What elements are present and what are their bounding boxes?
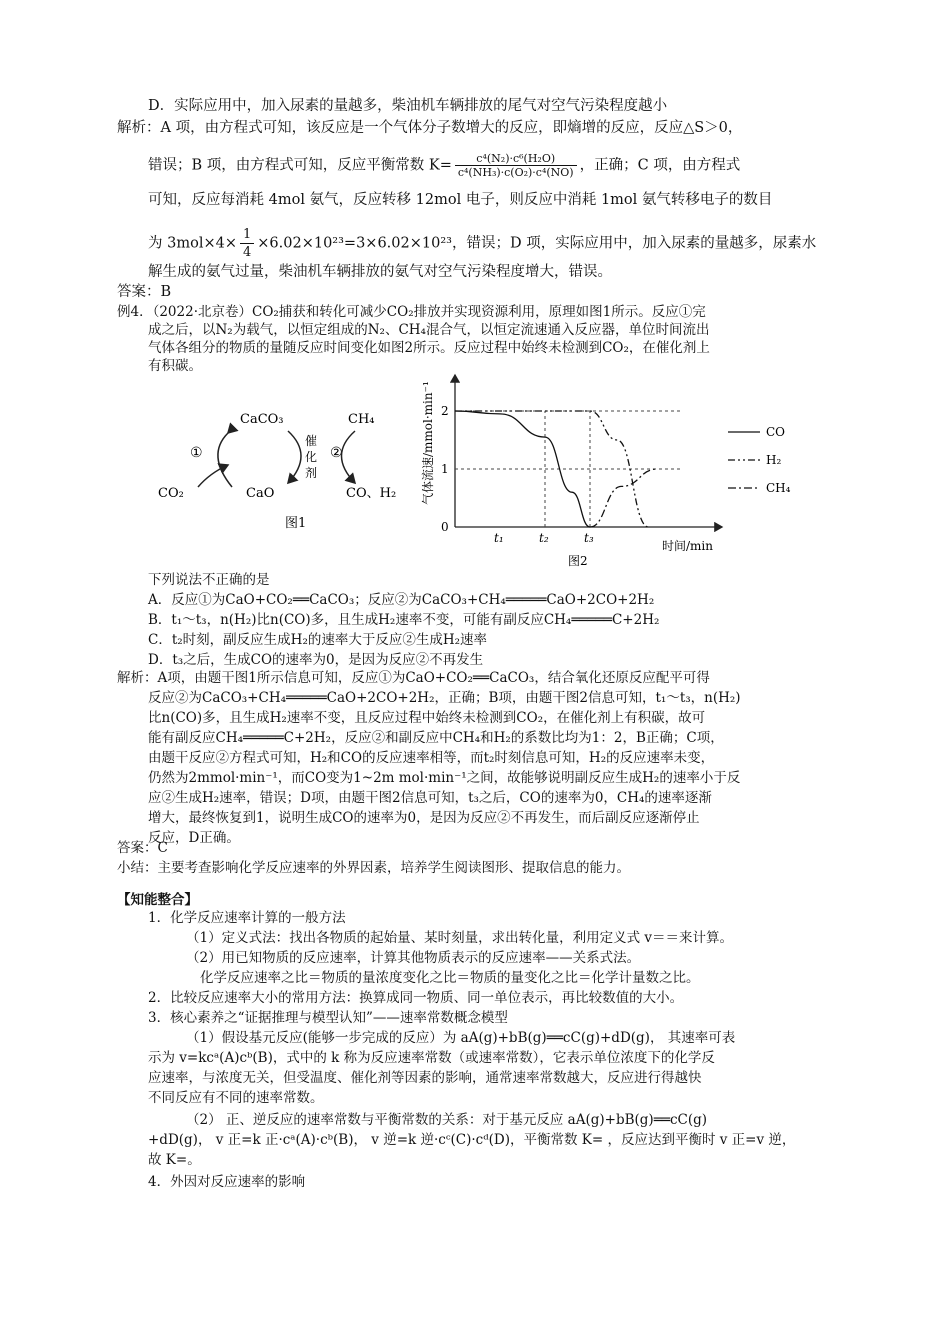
example-4-line: 成之后，以N₂为载气，以恒定组成的N₂、CH₄混合气，以恒定流速通入反应器，单位时间流出: [148, 322, 710, 338]
analysis-line: 反应，D正确。: [148, 830, 240, 846]
cao-label: CaO: [246, 486, 275, 501]
option-c: C．t₂时刻，副反应生成H₂的速率大于反应②生成H₂速率: [148, 632, 488, 648]
catalyst-label: 剂: [305, 466, 318, 480]
x-axis-label: 时间/min: [662, 539, 713, 553]
analysis-line: 解析：A 项，由方程式可知，该反应是一个气体分子数增大的反应，即熵增的反应，反应△S＞0，: [117, 120, 743, 136]
knowledge-line: +dD(g)， v 正=k 正·cᵃ(A)·cᵇ(B)， v 逆=k 逆·cᶜ(C)·cᵈ(D)，平衡常数 K= ，反应达到平衡时 v 正=v 逆，: [148, 1132, 796, 1148]
y-tick-label: 1: [441, 462, 449, 476]
knowledge-line: 示为 v=kcᵃ(A)cᵇ(B)，式中的 k 称为反应速率常数（或速率常数），它表示单位浓度下的化学反: [148, 1050, 715, 1066]
knowledge-line: 2．比较反应速率大小的常用方法：换算成同一物质、同一单位表示，再比较数值的大小。: [148, 990, 684, 1006]
reaction-2-label: ②: [330, 445, 343, 461]
figure-1-caption: 图1: [285, 516, 307, 531]
example-4-line: 有积碳。: [148, 358, 202, 374]
arrow: [288, 431, 301, 483]
knowledge-line: 1．化学反应速率计算的一般方法: [148, 910, 346, 926]
summary: 小结：主要考查影响化学反应速率的外界因素，培养学生阅读图形、提取信息的能力。: [117, 860, 630, 876]
option-b: B．t₁～t₃，n(H₂)比n(CO)多，且生成H₂速率不变，可能有副反应CH₄═════C+2H₂: [148, 612, 660, 628]
one-quarter-fraction: $\frac{1}{4}$: [240, 226, 254, 261]
example-4-line: 气体各组分的物质的量随反应时间变化如图2所示。反应过程中始终未检测到CO₂，在催化剂上: [148, 340, 710, 356]
figure-2-caption: 图2: [568, 554, 588, 568]
arrow: [218, 433, 232, 487]
analysis-line: 可知，反应每消耗 4mol 氨气，反应转移 12mol 电子，则反应中消耗 1mol 氨气转移电子的数目: [148, 192, 773, 208]
x-tick-label: t₃: [584, 531, 594, 545]
analysis-line: 错误；B 项，由方程式可知，反应平衡常数 K= $\frac{\text{c⁴(N₂)·c⁶(H₂O)}}{\text{c⁴(NH₃)·c(O₂)·c⁴(NO)}}$ ，正确；C 项，由方程式: [148, 152, 741, 179]
knowledge-line: （2） 正、逆反应的速率常数与平衡常数的关系：对于基元反应 aA(g)+bB(g)══cC(g): [186, 1112, 708, 1128]
arrow: [342, 431, 356, 483]
caco3-label: CaCO₃: [240, 412, 284, 427]
analysis-line: 解析：A项，由题干图1所示信息可知，反应①为CaO+CO₂══CaCO₃，结合氧化还原反应配平可得: [117, 670, 710, 686]
knowledge-line: （1）定义式法：找出各物质的起始量、某时刻量，求出转化量，利用定义式 v＝＝来计算。: [186, 930, 734, 946]
analysis-line: 反应②为CaCO₃+CH₄═════CaO+2CO+2H₂，正确；B项，由题干图2信息可知，t₁～t₃，n(H₂): [148, 690, 741, 706]
question-stem: 下列说法不正确的是: [148, 572, 270, 588]
analysis-line: 由题干反应②方程式可知，H₂和CO的反应速率相等，而t₂时刻信息可知，H₂的反应速率未变，: [148, 750, 715, 766]
x-tick-label: t₁: [494, 531, 504, 545]
y-tick-label: 0: [441, 520, 449, 534]
catalyst-label: 催: [305, 434, 318, 448]
analysis-line: 为 3mol×4× $\frac{1}{4}$ ×6.02×10²³=3×6.02×10²³，错误；D 项，实际应用中，加入尿素的量越多，尿素水: [148, 227, 817, 260]
section-title: 【知能整合】: [117, 892, 198, 908]
analysis-line: 比n(CO)多，且生成H₂速率不变，且反应过程中始终未检测到CO₂，在催化剂上有积碳，故可: [148, 710, 706, 726]
analysis-line: 应②生成H₂速率，错误；D项，由题干图2信息可知，t₃之后，CO的速率为0，CH₄的速率逐渐: [148, 790, 712, 806]
analysis-line: 仍然为2mmol·min⁻¹，而CO变为1~2m mol·min⁻¹之间，故能够说明副反应生成H₂的速率小于反: [148, 770, 741, 786]
answer: 答案：C: [117, 840, 168, 856]
figure-1-cycle-diagram: [150, 395, 420, 545]
ch4-label: CH₄: [348, 412, 375, 427]
co-h2-label: CO、H₂: [346, 486, 397, 501]
knowledge-line: 故 K=。: [148, 1152, 201, 1168]
legend-label: CH₄: [766, 481, 791, 495]
reaction-1-label: ①: [190, 445, 203, 461]
equilibrium-constant-fraction: $\frac{\text{c⁴(N₂)·c⁶(H₂O)}}{\text{c⁴(NH₃)·c(O₂)·c⁴(NO)}}$: [455, 152, 577, 179]
co2-label: CO₂: [158, 486, 184, 501]
knowledge-line: （2）用已知物质的反应速率，计算其他物质表示的反应速率——关系式法。: [186, 950, 641, 966]
example-4-line: 例4．（2022·北京卷）CO₂捕获和转化可减少CO₂排放并实现资源利用，原理如图1所示。反应①完: [117, 304, 706, 320]
legend-label: CO: [766, 425, 786, 439]
knowledge-line: （1）假设基元反应(能够一步完成的反应）为 aA(g)+bB(g)══cC(g)+dD(g)， 其速率可表: [186, 1030, 736, 1046]
x-tick-label: t₂: [539, 531, 549, 545]
knowledge-line: 不同反应有不同的速率常数。: [148, 1090, 324, 1106]
catalyst-label: 化: [305, 450, 318, 464]
analysis-line: 增大，最终恢复到1，说明生成CO的速率为0，是因为反应②不再发生，而后副反应逐渐停止: [148, 810, 700, 826]
option-a: A．反应①为CaO+CO₂══CaCO₃；反应②为CaCO₃+CH₄═════CaO+2CO+2H₂: [148, 592, 655, 608]
knowledge-line: 4．外因对反应速率的影响: [148, 1174, 306, 1190]
legend-label: H₂: [766, 453, 782, 467]
figure-2-chart: [410, 365, 810, 570]
option-d-previous: D．实际应用中，加入尿素的量越多，柴油机车辆排放的尾气对空气污染程度越小: [148, 98, 668, 114]
knowledge-line: 化学反应速率之比＝物质的量浓度变化之比＝物质的量变化之比＝化学计量数之比。: [200, 970, 700, 986]
y-tick-label: 2: [441, 404, 449, 418]
answer: 答案：B: [117, 284, 172, 300]
y-axis-label: 气体流速/mmol·min⁻¹: [421, 381, 435, 505]
knowledge-line: 应速率，与浓度无关，但受温度、催化剂等因素的影响，通常速率常数越大，反应进行得越快: [148, 1070, 702, 1086]
analysis-line: 能有副反应CH₄═════C+2H₂，反应②和副反应中CH₄和H₂的系数比均为1：2，B正确；C项，: [148, 730, 724, 746]
series-line-ch4: [590, 469, 658, 527]
knowledge-line: 3．核心素养之“证据推理与模型认知”——速率常数概念模型: [148, 1010, 508, 1026]
analysis-line: 解生成的氨气过量，柴油机车辆排放的氨气对空气污染程度增大，错误。: [148, 264, 612, 280]
option-d: D．t₃之后，生成CO的速率为0，是因为反应②不再发生: [148, 652, 484, 668]
